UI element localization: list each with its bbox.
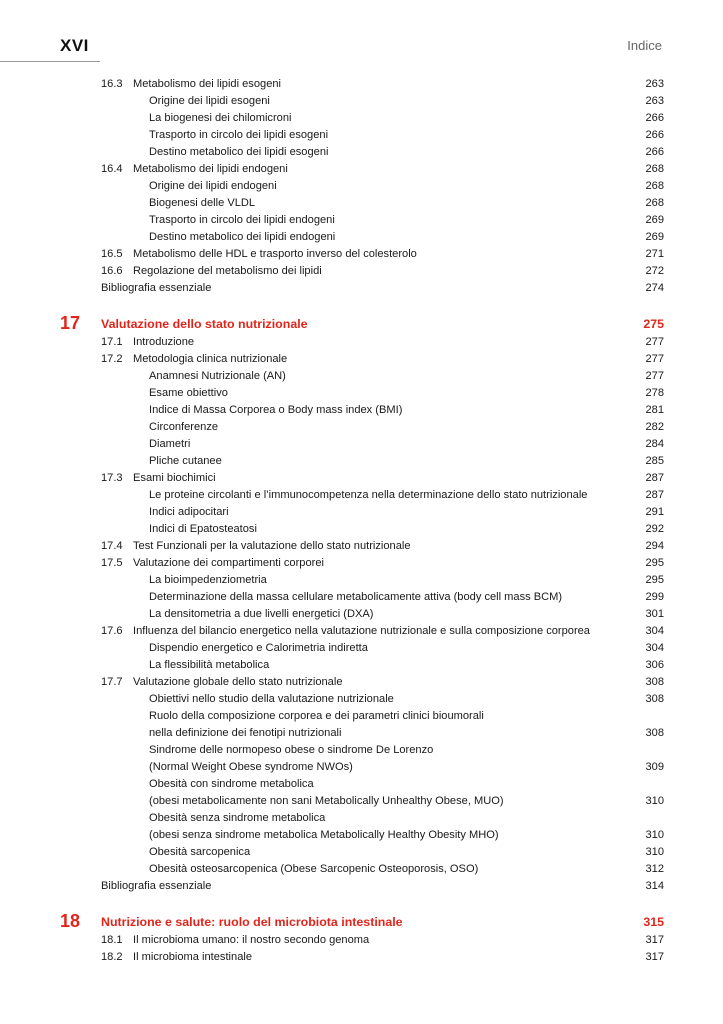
- entry-page: 268: [645, 163, 664, 175]
- entry-title: Diametri: [149, 438, 191, 450]
- toc-section: [0, 161, 723, 178]
- entry-page: 275: [643, 317, 664, 331]
- entry-title: La flessibilità metabolica: [149, 659, 270, 671]
- toc-section: [0, 623, 723, 640]
- entry-title: Metabolismo delle HDL e trasporto inverso del colesterolo: [133, 248, 417, 260]
- toc-entry: [0, 368, 723, 385]
- toc-section: [0, 932, 723, 949]
- entry-page: 277: [645, 353, 664, 365]
- entry-title: (obesi metabolicamente non sani Metabolically Unhealthy Obese, MUO): [149, 795, 504, 807]
- entry-page: 272: [645, 265, 664, 277]
- entry-title: Valutazione globale dello stato nutrizionale: [133, 676, 343, 688]
- entry-page: 304: [645, 642, 664, 654]
- toc-entry: [0, 861, 723, 878]
- section-number: 18.2: [101, 951, 123, 963]
- entry-title: Influenza del bilancio energetico nella valutazione nutrizionale e sulla composizione corporea: [133, 625, 590, 637]
- toc-entry: [0, 742, 723, 759]
- entry-title: La bioimpedenziometria: [149, 574, 267, 586]
- entry-title: Il microbioma umano: il nostro secondo genoma: [133, 934, 370, 946]
- section-number: 17.6: [101, 625, 123, 637]
- entry-title: Anamnesi Nutrizionale (AN): [149, 370, 286, 382]
- entry-title: Esami biochimici: [133, 472, 216, 484]
- toc-entry: [0, 691, 723, 708]
- toc-section: [0, 76, 723, 93]
- entry-page: 282: [645, 421, 664, 433]
- entry-title: (obesi senza sindrome metabolica Metabolically Healthy Obesity MHO): [149, 829, 499, 841]
- section-number: 17.4: [101, 540, 123, 552]
- entry-title: Trasporto in circolo dei lipidi endogeni: [149, 214, 335, 226]
- toc-entry: [0, 657, 723, 674]
- toc-entry: [0, 606, 723, 623]
- toc-section: [0, 949, 723, 966]
- entry-title: Origine dei lipidi endogeni: [149, 180, 277, 192]
- toc-entry: [0, 827, 723, 844]
- entry-page: 308: [645, 676, 664, 688]
- toc-entry: [0, 725, 723, 742]
- toc-section: [0, 351, 723, 368]
- toc-entry: [0, 589, 723, 606]
- header-rule: [0, 61, 100, 62]
- entry-title: Regolazione del metabolismo dei lipidi: [133, 265, 322, 277]
- toc-entry: [0, 793, 723, 810]
- entry-page: 317: [645, 951, 664, 963]
- entry-title: Determinazione della massa cellulare metabolicamente attiva (body cell mass BCM): [149, 591, 563, 603]
- entry-title: Metabolismo dei lipidi endogeni: [133, 163, 288, 175]
- toc-entry: [0, 776, 723, 793]
- entry-page: 308: [645, 693, 664, 705]
- entry-title: Valutazione dello stato nutrizionale: [101, 317, 308, 331]
- entry-page: 277: [645, 336, 664, 348]
- entry-title: Introduzione: [133, 336, 195, 348]
- page-number: XVI: [60, 36, 89, 55]
- toc-entry: [0, 436, 723, 453]
- chapter-number: 17: [60, 313, 81, 333]
- toc-entry: [0, 127, 723, 144]
- toc-entry: [0, 504, 723, 521]
- toc-entry: [0, 572, 723, 589]
- entry-title: Nutrizione e salute: ruolo del microbiota intestinale: [101, 915, 403, 929]
- section-number: 17.5: [101, 557, 123, 569]
- entry-page: 292: [645, 523, 664, 535]
- entry-title: Il microbioma intestinale: [133, 951, 252, 963]
- toc-bibliography: [0, 280, 723, 297]
- table-of-contents: [0, 76, 723, 966]
- entry-title: Trasporto in circolo dei lipidi esogeni: [149, 129, 329, 141]
- entry-page: 266: [645, 112, 664, 124]
- entry-page: 310: [645, 795, 664, 807]
- entry-title: nella definizione dei fenotipi nutrizionali: [149, 727, 342, 739]
- toc-entry: [0, 419, 723, 436]
- entry-page: 301: [645, 608, 664, 620]
- entry-title: Sindrome delle normopeso obese o sindrome De Lorenzo: [149, 744, 434, 756]
- section-number: 16.5: [101, 248, 123, 260]
- section-number: 17.2: [101, 353, 123, 365]
- toc-entry: [0, 759, 723, 776]
- toc-entry: [0, 195, 723, 212]
- entry-title: Obesità con sindrome metabolica: [149, 778, 314, 790]
- toc-chapter-17: [0, 312, 723, 334]
- entry-page: 266: [645, 129, 664, 141]
- entry-page: 294: [645, 540, 664, 552]
- toc-section: [0, 263, 723, 280]
- entry-page: 312: [645, 863, 664, 875]
- entry-title: Metabolismo dei lipidi esogeni: [133, 78, 281, 90]
- entry-title: Destino metabolico dei lipidi endogeni: [149, 231, 336, 243]
- entry-page: 310: [645, 829, 664, 841]
- entry-title: La biogenesi dei chilomicroni: [149, 112, 292, 124]
- entry-title: Bibliografia essenziale: [101, 880, 212, 892]
- entry-page: 287: [645, 489, 664, 501]
- entry-page: 277: [645, 370, 664, 382]
- entry-title: Ruolo della composizione corporea e dei parametri clinici bioumorali: [149, 710, 484, 722]
- entry-title: Valutazione dei compartimenti corporei: [133, 557, 324, 569]
- entry-title: Test Funzionali per la valutazione dello stato nutrizionale: [133, 540, 411, 552]
- toc-entry: [0, 212, 723, 229]
- entry-title: (Normal Weight Obese syndrome NWOs): [149, 761, 353, 773]
- entry-title: Obiettivi nello studio della valutazione nutrizionale: [149, 693, 394, 705]
- entry-title: La densitometria a due livelli energetici (DXA): [149, 608, 374, 620]
- entry-page: 291: [645, 506, 664, 518]
- toc-entry: [0, 178, 723, 195]
- toc-section: [0, 538, 723, 555]
- entry-title: Le proteine circolanti e l’immunocompetenza nella determinazione dello stato nutrizionale: [149, 489, 588, 501]
- toc-entry: [0, 229, 723, 246]
- entry-title: Obesità senza sindrome metabolica: [149, 812, 326, 824]
- toc-bibliography: [0, 878, 723, 895]
- entry-page: 263: [645, 78, 664, 90]
- entry-page: 266: [645, 146, 664, 158]
- entry-page: 310: [645, 846, 664, 858]
- entry-title: Origine dei lipidi esogeni: [149, 95, 270, 107]
- entry-title: Indice di Massa Corporea o Body mass index (BMI): [149, 404, 403, 416]
- entry-page: 304: [645, 625, 664, 637]
- entry-page: 268: [645, 197, 664, 209]
- entry-page: 285: [645, 455, 664, 467]
- entry-title: Circonferenze: [149, 421, 219, 433]
- entry-page: 295: [645, 574, 664, 586]
- entry-page: 299: [645, 591, 664, 603]
- entry-page: 315: [643, 915, 664, 929]
- toc-entry: [0, 144, 723, 161]
- toc-section: [0, 246, 723, 263]
- section-number: 18.1: [101, 934, 123, 946]
- entry-page: 306: [645, 659, 664, 671]
- toc-entry: [0, 487, 723, 504]
- entry-page: 269: [645, 214, 664, 226]
- entry-page: 314: [645, 880, 664, 892]
- section-number: 16.3: [101, 78, 123, 90]
- entry-title: Obesità sarcopenica: [149, 846, 251, 858]
- toc-entry: [0, 810, 723, 827]
- entry-page: 263: [645, 95, 664, 107]
- entry-page: 268: [645, 180, 664, 192]
- chapter-number: 18: [60, 911, 81, 931]
- toc-entry: [0, 521, 723, 538]
- section-number: 16.4: [101, 163, 123, 175]
- toc-section: [0, 470, 723, 487]
- entry-title: Obesità osteosarcopenica (Obese Sarcopenic Osteoporosis, OSO): [149, 863, 479, 875]
- entry-title: Esame obiettivo: [149, 387, 228, 399]
- toc-entry: [0, 453, 723, 470]
- entry-title: Pliche cutanee: [149, 455, 222, 467]
- entry-page: 287: [645, 472, 664, 484]
- entry-page: 271: [645, 248, 664, 260]
- toc-entry: [0, 708, 723, 725]
- entry-page: 295: [645, 557, 664, 569]
- toc-entry: [0, 93, 723, 110]
- toc-section: [0, 555, 723, 572]
- entry-page: 317: [645, 934, 664, 946]
- section-number: 17.1: [101, 336, 123, 348]
- entry-page: 281: [645, 404, 664, 416]
- entry-page: 274: [645, 282, 664, 294]
- toc-chapter-18: [0, 910, 723, 932]
- toc-spacer: [0, 297, 723, 312]
- toc-entry: [0, 640, 723, 657]
- entry-title: Metodologia clinica nutrizionale: [133, 353, 288, 365]
- toc-spacer: [0, 895, 723, 910]
- entry-title: Destino metabolico dei lipidi esogeni: [149, 146, 329, 158]
- section-number: 16.6: [101, 265, 123, 277]
- entry-page: 308: [645, 727, 664, 739]
- entry-title: Dispendio energetico e Calorimetria indiretta: [149, 642, 368, 654]
- entry-title: Indici adipocitari: [149, 506, 229, 518]
- entry-title: Indici di Epatosteatosi: [149, 523, 257, 535]
- entry-page: 284: [645, 438, 664, 450]
- section-number: 17.3: [101, 472, 123, 484]
- entry-title: Biogenesi delle VLDL: [149, 197, 256, 209]
- toc-section: [0, 674, 723, 691]
- toc-entry: [0, 402, 723, 419]
- toc-entry: [0, 385, 723, 402]
- entry-page: 278: [645, 387, 664, 399]
- entry-title: Bibliografia essenziale: [101, 282, 212, 294]
- toc-section: [0, 334, 723, 351]
- toc-entry: [0, 844, 723, 861]
- section-number: 17.7: [101, 676, 123, 688]
- toc-entry: [0, 110, 723, 127]
- entry-page: 269: [645, 231, 664, 243]
- running-head: Indice: [627, 38, 662, 53]
- entry-page: 309: [645, 761, 664, 773]
